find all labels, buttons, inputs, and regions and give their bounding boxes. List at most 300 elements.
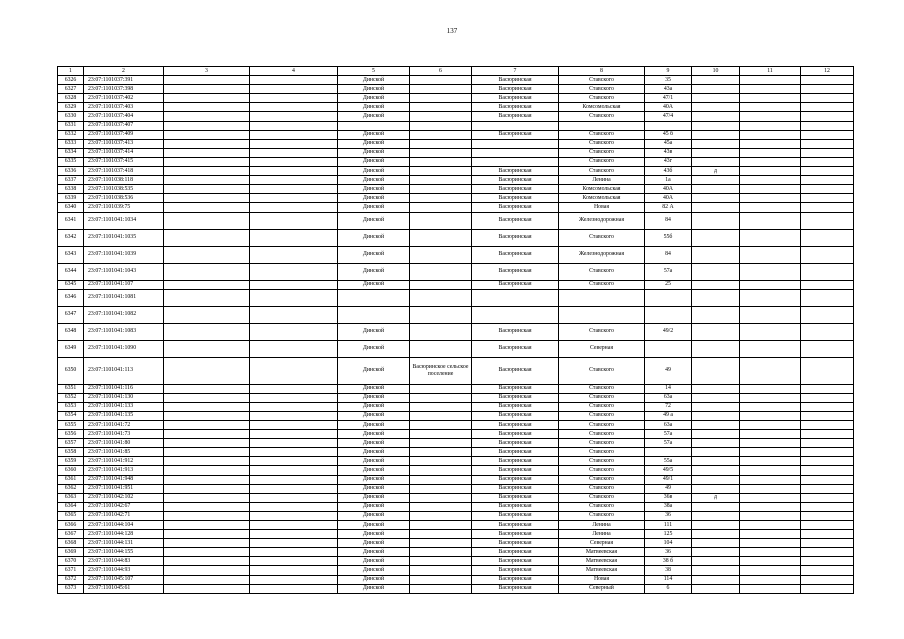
table-cell-col-1: 6373	[58, 584, 84, 593]
table-cell-col-12	[801, 420, 854, 429]
table-cell-col-4	[250, 103, 338, 112]
table-cell-col-8: Железнодорожная	[559, 212, 645, 229]
column-header-11: 11	[740, 67, 801, 76]
table-cell-col-1: 6368	[58, 539, 84, 548]
table-cell-col-6	[410, 280, 472, 289]
table-cell-col-6	[410, 420, 472, 429]
table-cell-col-5: Динской	[338, 502, 410, 511]
table-cell-col-4	[250, 112, 338, 121]
column-header-1: 1	[58, 67, 84, 76]
table-row	[58, 340, 854, 357]
table-cell-col-6	[410, 306, 472, 323]
table-cell-col-2: 23:07:1101037:409	[84, 130, 164, 139]
table-cell-col-9: 43б	[645, 167, 692, 176]
table-cell-col-4	[250, 539, 338, 548]
table-cell-col-9: 38 б	[645, 557, 692, 566]
table-cell-col-6	[410, 76, 472, 85]
table-cell-col-1: 6355	[58, 420, 84, 429]
table-cell-col-12	[801, 384, 854, 393]
table-cell-col-9: 36	[645, 548, 692, 557]
table-cell-col-11	[740, 448, 801, 457]
table-cell-col-6	[410, 530, 472, 539]
table-cell-col-10	[692, 112, 740, 121]
table-cell-col-4	[250, 530, 338, 539]
header-row	[58, 67, 854, 76]
table-cell-col-7: Васюринская	[472, 323, 559, 340]
table-cell-col-10	[692, 566, 740, 575]
table-cell-col-9: 82 А	[645, 203, 692, 212]
table-cell-col-1: 6328	[58, 94, 84, 103]
table-cell-col-4	[250, 130, 338, 139]
table-cell-col-12	[801, 566, 854, 575]
table-cell-col-12	[801, 340, 854, 357]
table-cell-col-6	[410, 130, 472, 139]
table-cell-col-8	[559, 121, 645, 130]
column-header-9: 9	[645, 67, 692, 76]
table-cell-col-3	[164, 511, 250, 520]
table-cell-col-5: Динской	[338, 212, 410, 229]
table-cell-col-4	[250, 357, 338, 384]
table-cell-col-11	[740, 439, 801, 448]
table-row	[58, 306, 854, 323]
table-cell-col-1: 6345	[58, 280, 84, 289]
table-row	[58, 584, 854, 593]
table-cell-col-11	[740, 246, 801, 263]
table-cell-col-1: 6337	[58, 176, 84, 185]
table-cell-col-12	[801, 466, 854, 475]
table-cell-col-2: 23:07:1101038:118	[84, 176, 164, 185]
table-cell-col-9: 49	[645, 484, 692, 493]
table-cell-col-2: 23:07:1101037:415	[84, 157, 164, 166]
table-cell-col-6	[410, 511, 472, 520]
table-cell-col-4	[250, 194, 338, 203]
table-cell-col-8: Новая	[559, 203, 645, 212]
table-cell-col-10	[692, 306, 740, 323]
table-row	[58, 575, 854, 584]
table-cell-col-4	[250, 167, 338, 176]
table-cell-col-3	[164, 548, 250, 557]
table-cell-col-12	[801, 263, 854, 280]
table-cell-col-8: Ставского	[559, 484, 645, 493]
table-cell-col-9: 57а	[645, 263, 692, 280]
table-cell-col-5	[338, 121, 410, 130]
table-cell-col-10	[692, 557, 740, 566]
table-cell-col-8: Новая	[559, 575, 645, 584]
table-cell-col-10: д	[692, 493, 740, 502]
table-cell-col-1: 6349	[58, 340, 84, 357]
table-cell-col-4	[250, 94, 338, 103]
table-cell-col-3	[164, 484, 250, 493]
table-cell-col-3	[164, 521, 250, 530]
table-cell-col-6	[410, 176, 472, 185]
table-cell-col-9: 43а	[645, 85, 692, 94]
table-cell-col-5: Динской	[338, 94, 410, 103]
table-cell-col-11	[740, 103, 801, 112]
table-cell-col-11	[740, 539, 801, 548]
table-cell-col-5: Динской	[338, 357, 410, 384]
table-cell-col-2: 23:07:1101037:413	[84, 139, 164, 148]
table-cell-col-9: 40А	[645, 185, 692, 194]
table-cell-col-10	[692, 185, 740, 194]
table-cell-col-8	[559, 289, 645, 306]
table-cell-col-3	[164, 185, 250, 194]
table-row	[58, 557, 854, 566]
table-cell-col-2: 23:07:1101039:75	[84, 203, 164, 212]
table-cell-col-2: 23:07:1101041:1034	[84, 212, 164, 229]
table-cell-col-8: Ставского	[559, 466, 645, 475]
table-cell-col-9: 49 а	[645, 411, 692, 420]
table-cell-col-4	[250, 448, 338, 457]
table-row	[58, 566, 854, 575]
table-cell-col-12	[801, 306, 854, 323]
table-cell-col-9: 45а	[645, 139, 692, 148]
table-cell-col-2: 23:07:1101041:1083	[84, 323, 164, 340]
table-cell-col-1: 6330	[58, 112, 84, 121]
table-cell-col-8: Ставского	[559, 402, 645, 411]
column-header-4: 4	[250, 67, 338, 76]
table-cell-col-10	[692, 439, 740, 448]
table-cell-col-9: 49/2	[645, 323, 692, 340]
table-cell-col-3	[164, 357, 250, 384]
table-cell-col-1: 6364	[58, 502, 84, 511]
table-cell-col-9: 1а	[645, 176, 692, 185]
table-cell-col-3	[164, 340, 250, 357]
table-cell-col-8: Ставского	[559, 384, 645, 393]
table-cell-col-10	[692, 420, 740, 429]
table-cell-col-11	[740, 94, 801, 103]
table-cell-col-10	[692, 76, 740, 85]
table-row	[58, 94, 854, 103]
table-row	[58, 357, 854, 384]
table-cell-col-1: 6361	[58, 475, 84, 484]
table-cell-col-3	[164, 263, 250, 280]
table-cell-col-12	[801, 475, 854, 484]
table-cell-col-2: 23:07:1101038:535	[84, 185, 164, 194]
table-cell-col-12	[801, 130, 854, 139]
table-cell-col-5: Динской	[338, 280, 410, 289]
table-cell-col-8: Ставского	[559, 139, 645, 148]
table-cell-col-9: 63а	[645, 420, 692, 429]
table-cell-col-1: 6350	[58, 357, 84, 384]
table-cell-col-2: 23:07:1101042:67	[84, 502, 164, 511]
table-cell-col-3	[164, 167, 250, 176]
table-cell-col-12	[801, 289, 854, 306]
table-cell-col-3	[164, 94, 250, 103]
table-row	[58, 475, 854, 484]
table-row	[58, 85, 854, 94]
table-cell-col-9: 55б	[645, 229, 692, 246]
table-cell-col-11	[740, 229, 801, 246]
table-cell-col-5: Динской	[338, 411, 410, 420]
table-cell-col-3	[164, 229, 250, 246]
table-cell-col-12	[801, 212, 854, 229]
table-cell-col-5: Динской	[338, 402, 410, 411]
table-cell-col-7: Васюринская	[472, 566, 559, 575]
table-cell-col-1: 6370	[58, 557, 84, 566]
table-cell-col-12	[801, 203, 854, 212]
table-cell-col-6	[410, 157, 472, 166]
table-cell-col-7	[472, 157, 559, 166]
table-cell-col-7	[472, 148, 559, 157]
table-cell-col-6	[410, 289, 472, 306]
table-cell-col-5: Динской	[338, 566, 410, 575]
table-cell-col-3	[164, 493, 250, 502]
table-cell-col-2: 23:07:1101044:128	[84, 530, 164, 539]
table-cell-col-2: 23:07:1101041:913	[84, 466, 164, 475]
table-cell-col-2: 23:07:1101041:130	[84, 393, 164, 402]
table-row	[58, 157, 854, 166]
table-cell-col-5: Динской	[338, 557, 410, 566]
table-cell-col-4	[250, 411, 338, 420]
column-header-8: 8	[559, 67, 645, 76]
table-cell-col-3	[164, 194, 250, 203]
table-cell-col-10	[692, 475, 740, 484]
table-row	[58, 439, 854, 448]
table-cell-col-10	[692, 229, 740, 246]
table-cell-col-11	[740, 280, 801, 289]
table-cell-col-5	[338, 289, 410, 306]
table-cell-col-12	[801, 448, 854, 457]
table-cell-col-2: 23:07:1101044:83	[84, 557, 164, 566]
table-cell-col-8: Северная	[559, 539, 645, 548]
column-header-3: 3	[164, 67, 250, 76]
table-cell-col-4	[250, 121, 338, 130]
table-cell-col-6	[410, 85, 472, 94]
table-cell-col-2: 23:07:1101037:391	[84, 76, 164, 85]
table-cell-col-5: Динской	[338, 85, 410, 94]
registry-table	[57, 66, 854, 594]
table-cell-col-6	[410, 548, 472, 557]
table-cell-col-4	[250, 148, 338, 157]
table-cell-col-5: Динской	[338, 157, 410, 166]
table-row	[58, 511, 854, 520]
table-cell-col-6	[410, 539, 472, 548]
table-cell-col-2: 23:07:1101038:536	[84, 194, 164, 203]
table-cell-col-10	[692, 466, 740, 475]
table-cell-col-2: 23:07:1101041:85	[84, 448, 164, 457]
table-cell-col-2: 23:07:1101041:133	[84, 402, 164, 411]
table-cell-col-8: Ставского	[559, 157, 645, 166]
table-cell-col-2: 23:07:1101045:61	[84, 584, 164, 593]
table-cell-col-12	[801, 357, 854, 384]
table-cell-col-12	[801, 530, 854, 539]
table-cell-col-12	[801, 411, 854, 420]
table-cell-col-3	[164, 384, 250, 393]
table-cell-col-10	[692, 340, 740, 357]
table-cell-col-2: 23:07:1101041:1039	[84, 246, 164, 263]
table-cell-col-5: Динской	[338, 112, 410, 121]
table-cell-col-6	[410, 148, 472, 157]
table-cell-col-12	[801, 575, 854, 584]
table-cell-col-12	[801, 229, 854, 246]
table-cell-col-11	[740, 76, 801, 85]
table-cell-col-6: Васюринское сельское поселение	[410, 357, 472, 384]
table-cell-col-9	[645, 448, 692, 457]
table-cell-col-12	[801, 167, 854, 176]
table-cell-col-10	[692, 402, 740, 411]
table-cell-col-9	[645, 121, 692, 130]
table-cell-col-9: 63а	[645, 393, 692, 402]
table-cell-col-4	[250, 430, 338, 439]
table-cell-col-7: Васюринская	[472, 194, 559, 203]
table-cell-col-7: Васюринская	[472, 484, 559, 493]
table-cell-col-1: 6342	[58, 229, 84, 246]
table-row	[58, 280, 854, 289]
table-cell-col-2: 23:07:1101041:1082	[84, 306, 164, 323]
table-cell-col-12	[801, 157, 854, 166]
table-cell-col-9: 38	[645, 566, 692, 575]
table-cell-col-3	[164, 475, 250, 484]
table-cell-col-9: 49	[645, 357, 692, 384]
table-cell-col-4	[250, 575, 338, 584]
table-row	[58, 121, 854, 130]
table-row	[58, 112, 854, 121]
table-cell-col-11	[740, 85, 801, 94]
table-cell-col-8: Ленина	[559, 176, 645, 185]
table-cell-col-9: 72	[645, 402, 692, 411]
table-cell-col-9: 84	[645, 246, 692, 263]
table-cell-col-5: Динской	[338, 511, 410, 520]
table-cell-col-2: 23:07:1101041:72	[84, 420, 164, 429]
table-row	[58, 203, 854, 212]
table-row	[58, 246, 854, 263]
table-cell-col-4	[250, 384, 338, 393]
table-cell-col-3	[164, 306, 250, 323]
table-cell-col-6	[410, 212, 472, 229]
table-cell-col-4	[250, 457, 338, 466]
table-cell-col-4	[250, 340, 338, 357]
table-cell-col-3	[164, 246, 250, 263]
table-cell-col-7: Васюринская	[472, 384, 559, 393]
table-cell-col-1: 6359	[58, 457, 84, 466]
table-cell-col-1: 6341	[58, 212, 84, 229]
table-cell-col-12	[801, 323, 854, 340]
table-cell-col-11	[740, 212, 801, 229]
table-cell-col-11	[740, 340, 801, 357]
table-cell-col-4	[250, 280, 338, 289]
table-cell-col-9: 43г	[645, 157, 692, 166]
table-cell-col-3	[164, 402, 250, 411]
table-cell-col-10	[692, 121, 740, 130]
table-cell-col-5: Динской	[338, 185, 410, 194]
table-cell-col-7	[472, 306, 559, 323]
table-cell-col-12	[801, 121, 854, 130]
table-cell-col-11	[740, 475, 801, 484]
table-row	[58, 402, 854, 411]
table-cell-col-6	[410, 575, 472, 584]
table-cell-col-6	[410, 185, 472, 194]
table-row	[58, 212, 854, 229]
table-cell-col-11	[740, 566, 801, 575]
table-cell-col-7: Васюринская	[472, 185, 559, 194]
table-cell-col-5: Динской	[338, 448, 410, 457]
table-cell-col-7: Васюринская	[472, 76, 559, 85]
table-cell-col-4	[250, 263, 338, 280]
table-cell-col-7: Васюринская	[472, 203, 559, 212]
table-cell-col-6	[410, 502, 472, 511]
table-cell-col-6	[410, 384, 472, 393]
table-cell-col-8: Ставского	[559, 502, 645, 511]
table-cell-col-1: 6340	[58, 203, 84, 212]
table-cell-col-1: 6365	[58, 511, 84, 520]
table-cell-col-10	[692, 212, 740, 229]
table-cell-col-9: 40А	[645, 194, 692, 203]
table-cell-col-2: 23:07:1101041:113	[84, 357, 164, 384]
column-header-7: 7	[472, 67, 559, 76]
table-row	[58, 229, 854, 246]
table-cell-col-7: Васюринская	[472, 430, 559, 439]
table-cell-col-5: Динской	[338, 263, 410, 280]
table-cell-col-2: 23:07:1101044:93	[84, 566, 164, 575]
table-cell-col-10: д	[692, 167, 740, 176]
table-cell-col-9: 49/1	[645, 475, 692, 484]
table-cell-col-10	[692, 323, 740, 340]
table-cell-col-12	[801, 194, 854, 203]
table-cell-col-8: Комсомольская	[559, 185, 645, 194]
table-row	[58, 263, 854, 280]
table-cell-col-1: 6358	[58, 448, 84, 457]
table-cell-col-11	[740, 323, 801, 340]
table-cell-col-3	[164, 323, 250, 340]
table-cell-col-11	[740, 502, 801, 511]
table-cell-col-11	[740, 521, 801, 530]
table-cell-col-6	[410, 121, 472, 130]
table-cell-col-8: Ставского	[559, 85, 645, 94]
table-cell-col-8: Северная	[559, 340, 645, 357]
table-cell-col-10	[692, 194, 740, 203]
table-cell-col-9: 14	[645, 384, 692, 393]
table-cell-col-5: Динской	[338, 457, 410, 466]
table-cell-col-8: Ставского	[559, 167, 645, 176]
table-cell-col-10	[692, 393, 740, 402]
table-cell-col-7: Васюринская	[472, 176, 559, 185]
table-cell-col-6	[410, 448, 472, 457]
table-cell-col-5: Динской	[338, 475, 410, 484]
table-cell-col-3	[164, 176, 250, 185]
table-cell-col-11	[740, 466, 801, 475]
table-cell-col-2: 23:07:1101037:414	[84, 148, 164, 157]
table-cell-col-11	[740, 457, 801, 466]
table-cell-col-5: Динской	[338, 493, 410, 502]
table-cell-col-10	[692, 103, 740, 112]
table-cell-col-7: Васюринская	[472, 457, 559, 466]
table-cell-col-1: 6369	[58, 548, 84, 557]
table-cell-col-11	[740, 139, 801, 148]
table-cell-col-2: 23:07:1101037:403	[84, 103, 164, 112]
table-cell-col-1: 6339	[58, 194, 84, 203]
table-cell-col-7: Васюринская	[472, 340, 559, 357]
table-cell-col-10	[692, 584, 740, 593]
table-cell-col-6	[410, 103, 472, 112]
table-cell-col-8: Ставского	[559, 148, 645, 157]
table-cell-col-10	[692, 521, 740, 530]
table-cell-col-12	[801, 457, 854, 466]
table-cell-col-2: 23:07:1101037:402	[84, 94, 164, 103]
table-cell-col-2: 23:07:1101044:155	[84, 548, 164, 557]
table-cell-col-10	[692, 511, 740, 520]
table-cell-col-5: Динской	[338, 246, 410, 263]
table-cell-col-11	[740, 411, 801, 420]
table-cell-col-11	[740, 112, 801, 121]
table-cell-col-1: 6356	[58, 430, 84, 439]
table-cell-col-8	[559, 306, 645, 323]
table-cell-col-4	[250, 289, 338, 306]
table-cell-col-7: Васюринская	[472, 280, 559, 289]
column-header-6: 6	[410, 67, 472, 76]
table-cell-col-7: Васюринская	[472, 263, 559, 280]
table-cell-col-11	[740, 548, 801, 557]
table-cell-col-4	[250, 484, 338, 493]
